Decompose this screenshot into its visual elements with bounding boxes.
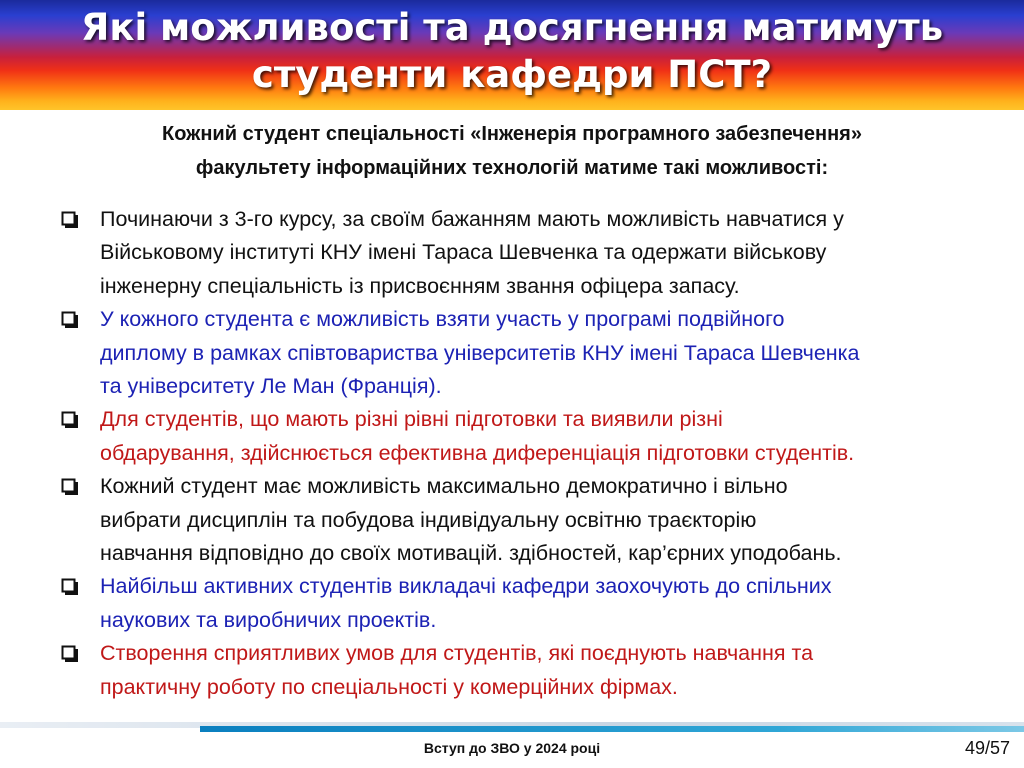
bullet-line: Кожний студент має можливість максимально демократично і вільно bbox=[100, 474, 788, 499]
bullet-item bbox=[61, 203, 1017, 303]
footer-bar-blue bbox=[200, 726, 1024, 732]
bullet-line: вибрати дисциплін та побудова індивідуальну освітню траєкторію bbox=[100, 507, 757, 532]
checkbox-square-icon bbox=[61, 311, 79, 329]
bullet-line: наукових та виробничих проектів. bbox=[100, 607, 437, 632]
intro-line: Кожний студент спеціальності «Інженерія програмного забезпечення» bbox=[162, 123, 862, 145]
bullet-item bbox=[61, 637, 1017, 704]
bullet-line: інженерну спеціальність із присвоєнням звання офіцера запасу. bbox=[100, 273, 740, 298]
intro-line: факультету інформаційних технологій матиме такі можливості: bbox=[195, 157, 829, 179]
bullet-item bbox=[61, 470, 1017, 570]
footer-text: Вступ до ЗВО у 2024 році bbox=[423, 740, 601, 756]
checkbox-square-icon bbox=[61, 211, 79, 229]
bullet-item bbox=[61, 303, 1017, 403]
bullet-line: диплому в рамках співтовариства університетів КНУ імені Тараса Шевченка bbox=[100, 340, 860, 365]
bullet-item bbox=[61, 403, 1017, 470]
bullet-line: Для студентів, що мають різні рівні підготовки та виявили різні bbox=[100, 407, 723, 432]
bullet-line: Найбільш активних студентів викладачі кафедри заохочують до спільних bbox=[100, 574, 832, 599]
bullet-line: У кожного студента є можливість взяти участь у програмі подвійного bbox=[100, 307, 785, 332]
intro-text bbox=[30, 117, 994, 185]
bullet-line: та університету Ле Ман (Франція). bbox=[100, 374, 442, 399]
bullet-item bbox=[61, 570, 1017, 637]
bullet-line: Починаючи з 3-го курсу, за своїм бажанням мають можливість навчатися у bbox=[100, 207, 844, 231]
checkbox-square-icon bbox=[61, 645, 79, 663]
page-number: 49/57 bbox=[964, 738, 1010, 758]
checkbox-square-icon bbox=[61, 411, 79, 429]
bullet-line: навчання відповідно до своїх мотивацій. здібностей, кар’єрних уподобань. bbox=[100, 541, 842, 566]
bullet-line: Військовому інституті КНУ імені Тараса Шевченка та одержати військову bbox=[100, 240, 827, 265]
slide-title: Які можливості та досягнення матимуть студенти кафедри ПСТ? bbox=[80, 6, 944, 96]
bullet-line: практичну роботу по спеціальності у комерційних фірмах. bbox=[100, 674, 678, 699]
bullet-line: Створення сприятливих умов для студентів, які поєднують навчання та bbox=[100, 641, 814, 666]
bullet-line: обдарування, здійснюється ефективна диференціація підготовки студентів. bbox=[100, 440, 855, 465]
bullet-list bbox=[61, 203, 1017, 704]
checkbox-square-icon bbox=[61, 578, 79, 596]
checkbox-square-icon bbox=[61, 478, 79, 496]
footer-bars bbox=[0, 718, 1024, 732]
